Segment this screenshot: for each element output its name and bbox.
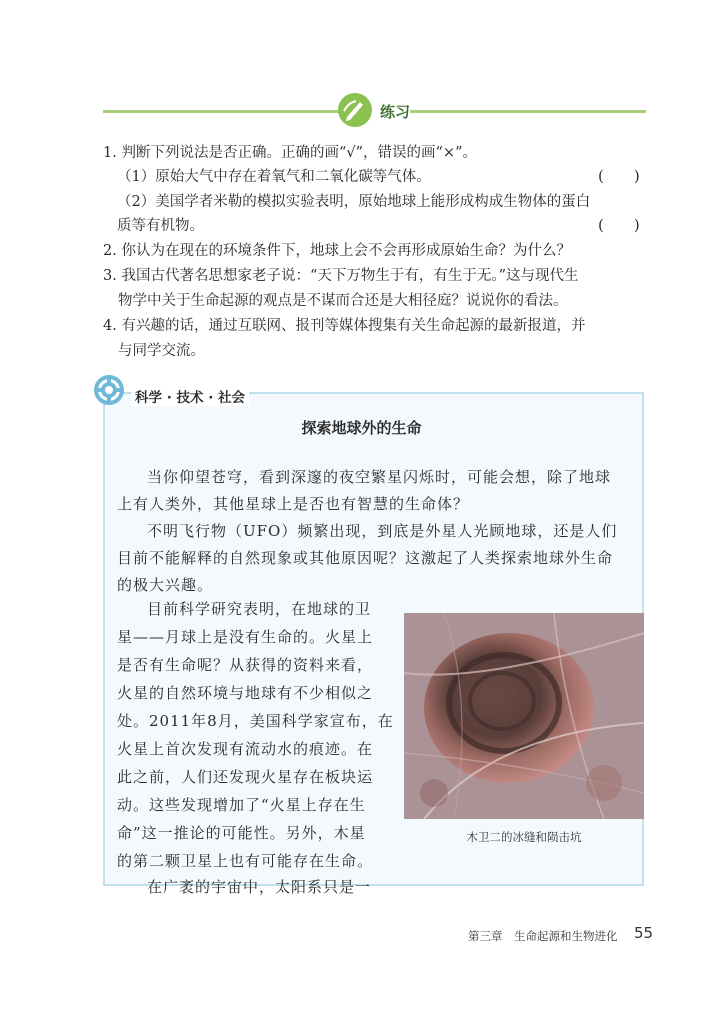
para3-line: 的第二颗卫星上也有可能存在生命。 — [117, 852, 374, 870]
question-4-line2: 与同学交流。 — [118, 343, 205, 359]
question-3-line1: 3. 我国古代著名思想家老子说：“天下万物生于有，有生于无。”这与现代生 — [103, 268, 579, 284]
para3-line: 动。这些发现增加了“火星上存在生 — [117, 796, 366, 814]
pencil-icon — [338, 93, 372, 127]
photo-caption: 木卫二的冰缝和陨击坑 — [466, 830, 582, 844]
question-4-line1: 4. 有兴趣的话，通过互联网、报刊等媒体搜集有关生命起源的最新报道，并 — [103, 318, 586, 334]
para3-line: 火星的自然环境与地球有不少相似之 — [117, 684, 374, 702]
question-1b-line1: （2）美国学者米勒的模拟实验表明，原始地球上能形成构成生物体的蛋白 — [117, 194, 591, 210]
exercise-title: 练习 — [380, 103, 411, 121]
chapter-footer: 第三章 生命起源和生物进化 — [468, 929, 618, 943]
para3-line: 命”这一推论的可能性。另外，木星 — [117, 824, 366, 842]
section-label: 科学 · 技术 · 社会 — [131, 386, 249, 406]
question-1: 1. 判断下列说法是否正确。正确的画“√”，错误的画“×”。 — [103, 145, 477, 161]
question-1a: （1）原始大气中存在着氧气和二氧化碳等气体。 — [117, 169, 431, 185]
europa-photo — [404, 613, 644, 819]
question-3-line2: 物学中关于生命起源的观点是不谋而合还是大相径庭？说说你的看法。 — [118, 293, 568, 309]
para3-line: 星——月球上是没有生命的。火星上 — [117, 628, 374, 646]
question-2: 2. 你认为在现在的环境条件下，地球上会不会再形成原始生命？为什么？ — [103, 243, 571, 259]
para1-line1: 当你仰望苍穹，看到深邃的夜空繁星闪烁时，可能会想，除了地球 — [147, 468, 612, 486]
para2-line1: 不明飞行物（UFO）频繁出现，到底是外星人光顾地球，还是人们 — [147, 522, 618, 540]
para3-line: 目前科学研究表明，在地球的卫 — [147, 600, 372, 618]
para3-line: 是否有生命呢？从获得的资料来看， — [117, 656, 374, 674]
question-1b-line2: 质等有机物。 — [117, 218, 204, 234]
article-title: 探索地球外的生命 — [301, 419, 422, 437]
para3-line: 火星上首次发现有流动水的痕迹。在 — [117, 740, 374, 758]
gear-icon — [93, 374, 125, 406]
para4-line1: 在广袤的宇宙中，太阳系只是一 — [147, 878, 372, 896]
para1-line2: 上有人类外，其他星球上是否也有智慧的生命体？ — [117, 495, 470, 513]
exercise-divider-right — [410, 110, 646, 113]
para2-line3: 的极大兴趣。 — [117, 576, 214, 594]
para3-line: 处。2011年8月，美国科学家宣布，在 — [117, 712, 394, 730]
answer-blank-1a[interactable]: ( ) — [598, 167, 640, 185]
exercise-divider-left — [103, 110, 343, 113]
page-number: 55 — [634, 924, 654, 942]
answer-blank-1b[interactable]: ( ) — [598, 216, 640, 234]
para2-line2: 目前不能解释的自然现象或其他原因呢？这激起了人类探索地球外生命 — [117, 549, 614, 567]
para3-line: 此之前，人们还发现火星存在板块运 — [117, 768, 374, 786]
